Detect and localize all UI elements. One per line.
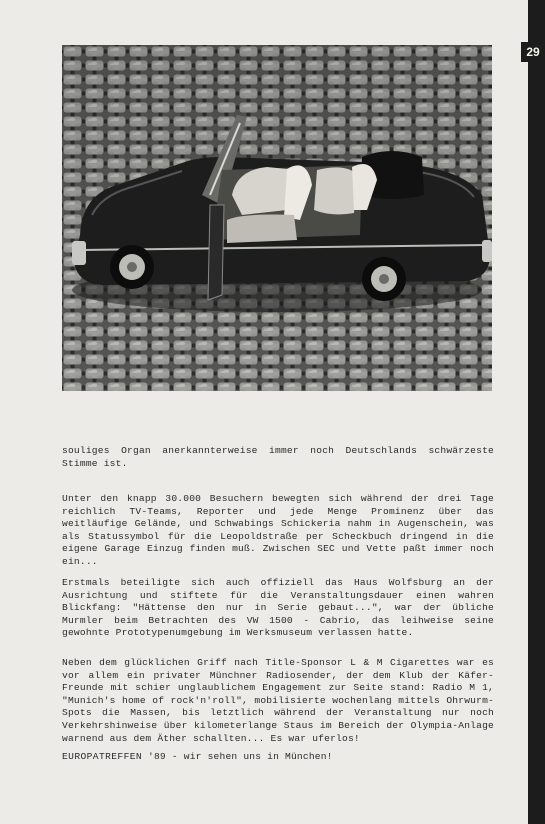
paragraph-2: Unter den knapp 30.000 Besuchern bewegten sich während der drei Tage reichlich TV-Teams, Reporter und jede Menge Prominenz über das weitläufige Gelände, und Schwabings Schickeria nahm in Augenschein, was als Statussymbol für die Leopoldstraße per Scheckbuch dringend in die eigene Garage Einzug finden muß. Zwischen SEC und Vette paßt immer noch ein...: [62, 493, 494, 567]
page-spine: [528, 0, 545, 824]
car-photo: [62, 45, 492, 391]
closing-line: [62, 751, 494, 764]
paragraph-4: Neben dem glücklichen Griff nach Title-Sponsor L & M Cigarettes war es vor allem ein privater Münchner Radiosender, der dem Klub der Käfer-Freunde mit schier unglaublichem Engagement zur Seite stand: Radio M 1, "Munich's home of rock'n'roll", mobilisierte wochenlang mittels Ohrwurm-Spots die Massen, bis letztlich während der Veranstaltung nur noch Verkehrshinweise über kilometerlange Staus im Bereich der Olympia-Anlage warnend aus dem Äther schallten... Es war uferlos!: [62, 657, 494, 744]
paragraph-1: souliges Organ anerkannterweise immer noch Deutschlands schwärzeste Stimme ist.: [62, 445, 494, 469]
event-name: EUROPATREFFEN: [62, 751, 143, 762]
closing-text: '89 - wir sehen uns in München!: [142, 751, 333, 762]
paragraph-3: Erstmals beteiligte sich auch offiziell das Haus Wolfsburg an der Ausrichtung und stiftete für die Veranstaltungsdauer einen wahren Blickfang: "Hättense den nur in Serie gebaut...", war der übliche Murmler beim Betrachten des VW 1500 - Cabrio, das leihweise seine gewohnte Prototypenumgebung im Werksmuseum verlassen hatte.: [62, 577, 494, 639]
page-number: 29: [521, 42, 545, 62]
